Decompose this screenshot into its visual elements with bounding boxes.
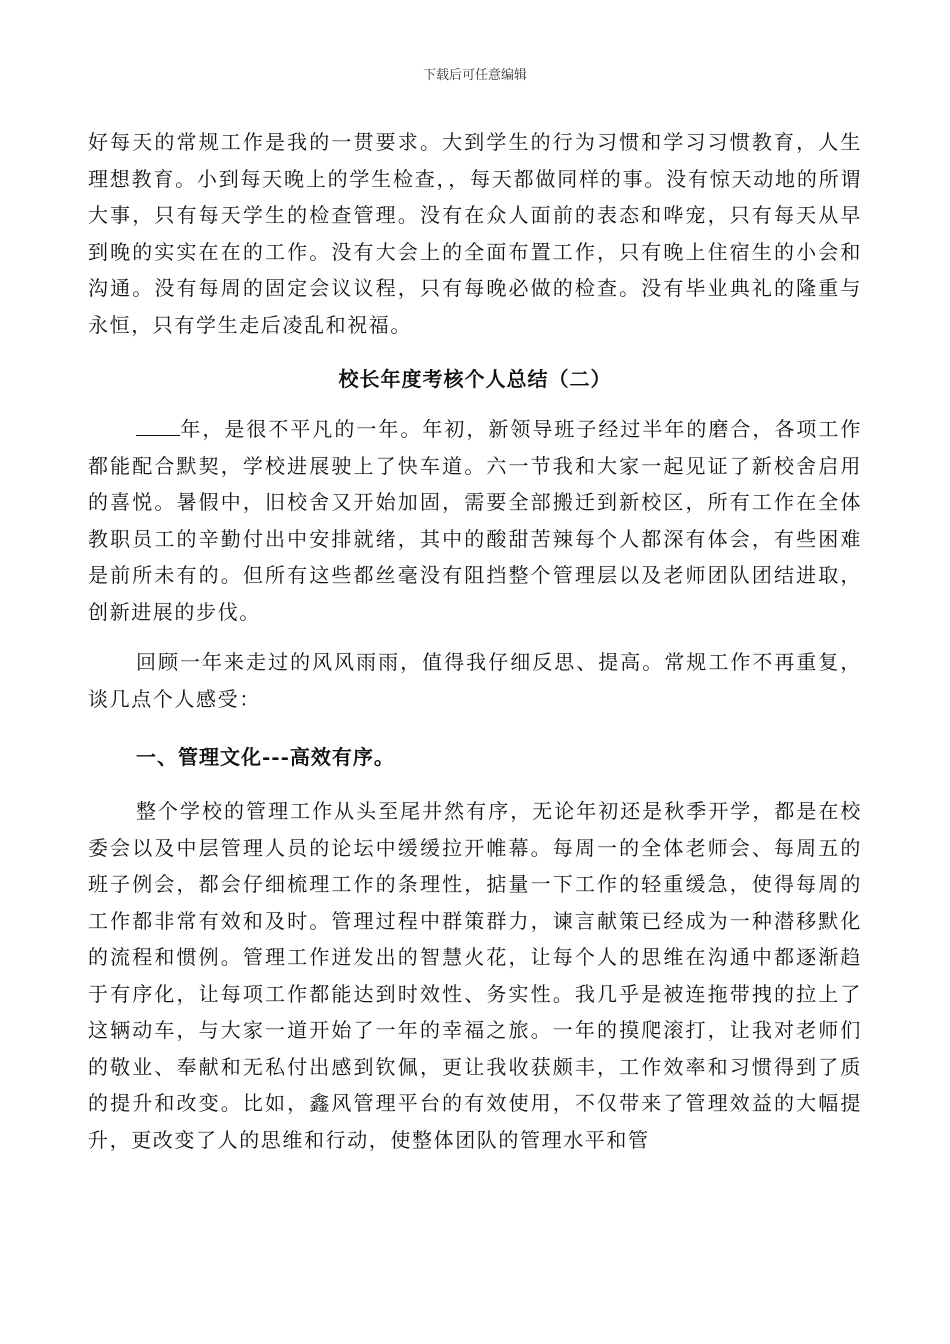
paragraph-intro [88,411,862,630]
section-heading-1: 一、管理文化---高效有序。 [136,745,395,769]
page-header: 下载后可任意编辑 [422,68,527,83]
paragraph-continuation: 好每天的常规工作是我的一贯要求。大到学生的行为习惯和学习习惯教育，人生理想教育。小到每天晚上的学生检查，，每天都做同样的事。没有惊天动地的所谓大事，只有每天学生的检查管理。没有在众人面前的表态和哗宠，只有每天从早到晚的实实在在的工作。没有大会上的全面布置工作，只有晚上住宿生的小会和沟通。没有每周的固定会议议程，只有每晚必做的检查。没有毕业典礼的隆重与永恒，只有学生走后凌乱和祝福。 [88,130,862,337]
paragraph-review: 回顾一年来走过的风风雨雨，值得我仔细反思、提高。常规工作不再重复，谈几点个人感受： [88,650,862,711]
document-title: 校长年度考核个人总结（二） [338,367,612,391]
document-body [88,124,862,1158]
blank-underline [136,417,180,436]
paragraph-intro-text: 年，是很不平凡的一年。年初，新领导班子经过半年的磨合，各项工作都能配合默契，学校进展驶上了快车道。六一节我和大家一起见证了新校舍启用的喜悦。暑假中，旧校舍又开始加固，需要全部搬迁到新校区，所有工作在全体教职员工的辛勤付出中安排就绪，其中的酸甜苦辣每个人都深有体会，有些困难是前所未有的。但所有这些都丝毫没有阻挡整个管理层以及老师团队团结进取，创新进展的步伐。 [88,417,862,624]
paragraph-management: 整个学校的管理工作从头至尾井然有序，无论年初还是秋季开学，都是在校委会以及中层管理人员的论坛中缓缓拉开帷幕。每周一的全体老师会、每周五的班子例会，都会仔细梳理工作的条理性，掂量一下工作的轻重缓急，使得每周的工作都非常有效和及时。管理过程中群策群力，谏言献策已经成为一种潜移默化的流程和惯例。管理工作迸发出的智慧火花，让每个人的思维在沟通中都逐渐趋于有序化，让每项工作都能达到时效性、务实性。我几乎是被连拖带拽的拉上了这辆动车，与大家一道开始了一年的幸福之旅。一年的摸爬滚打，让我对老师们的敬业、奉献和无私付出感到钦佩，更让我收获颇丰，工作效率和习惯得到了质的提升和改变。比如，鑫风管理平台的有效使用，不仅带来了管理效益的大幅提升，更改变了人的思维和行动，使整体团队的管理水平和管 [88,799,862,1152]
